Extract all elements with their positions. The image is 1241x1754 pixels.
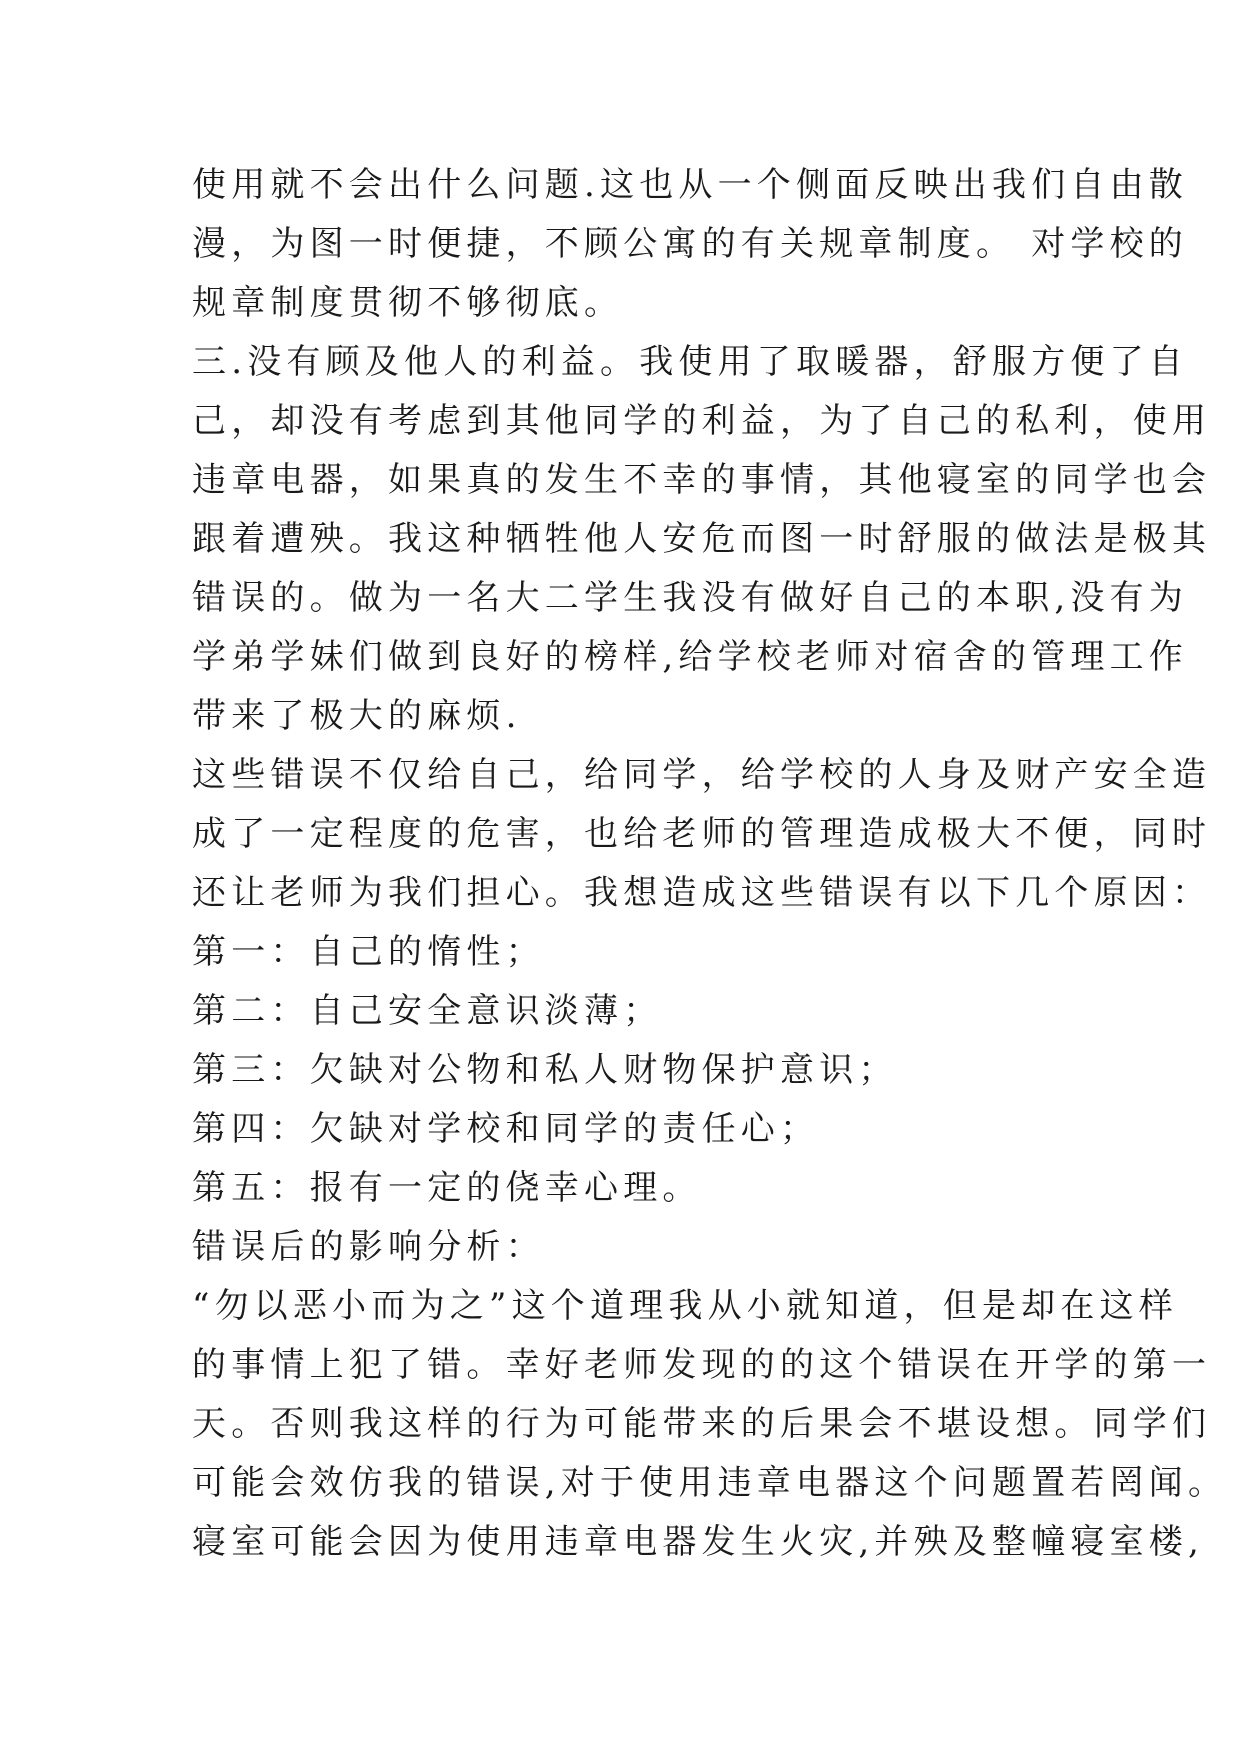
text-line: 己，却没有考虑到其他同学的利益，为了自己的私利，使用 [192,401,1212,441]
text-line: 跟着遭殃。我这种牺牲他人安危而图一时舒服的做法是极其 [192,519,1212,559]
text-line: 漫，为图一时便捷，不顾公寓的有关规章制度。 对学校的 [192,224,1189,264]
text-line: 规章制度贯彻不够彻底。 [192,283,624,323]
text-line: 错误后的影响分析： [192,1227,545,1267]
document-body [192,156,1228,1572]
text-line: 学弟学妹们做到良好的榜样,给学校老师对宿舍的管理工作 [192,637,1189,677]
text-line: 第三：欠缺对公物和私人财物保护意识； [192,1050,898,1090]
text-line: 第五：报有一定的侥幸心理。 [192,1168,702,1208]
text-line: “勿以恶小而为之”这个道理我从小就知道，但是却在这样 [192,1286,1178,1326]
text-line: 还让老师为我们担心。我想造成这些错误有以下几个原因： [192,873,1212,913]
text-line: 带来了极大的麻烦. [192,696,522,736]
text-line: 使用就不会出什么问题.这也从一个侧面反映出我们自由散 [192,165,1189,205]
text-line: 这些错误不仅给自己，给同学，给学校的人身及财产安全造 [192,755,1212,795]
text-line: 违章电器，如果真的发生不幸的事情，其他寝室的同学也会 [192,460,1212,500]
text-line: 可能会效仿我的错误,对于使用违章电器这个问题置若罔闻。 [192,1463,1228,1503]
text-line: 第四：欠缺对学校和同学的责任心； [192,1109,820,1149]
text-line: 成了一定程度的危害，也给老师的管理造成极大不便，同时 [192,814,1212,854]
text-line: 天。否则我这样的行为可能带来的后果会不堪设想。同学们 [192,1404,1212,1444]
text-line: 第二：自己安全意识淡薄； [192,991,663,1031]
text-line: 第一：自己的惰性； [192,932,545,972]
text-line: 错误的。做为一名大二学生我没有做好自己的本职,没有为 [192,578,1189,618]
text-line: 三.没有顾及他人的利益。我使用了取暖器，舒服方便了自 [192,342,1189,382]
text-line: 寝室可能会因为使用违章电器发生火灾,并殃及整幢寝室楼, [192,1522,1205,1562]
text-line: 的事情上犯了错。幸好老师发现的的这个错误在开学的第一 [192,1345,1212,1385]
